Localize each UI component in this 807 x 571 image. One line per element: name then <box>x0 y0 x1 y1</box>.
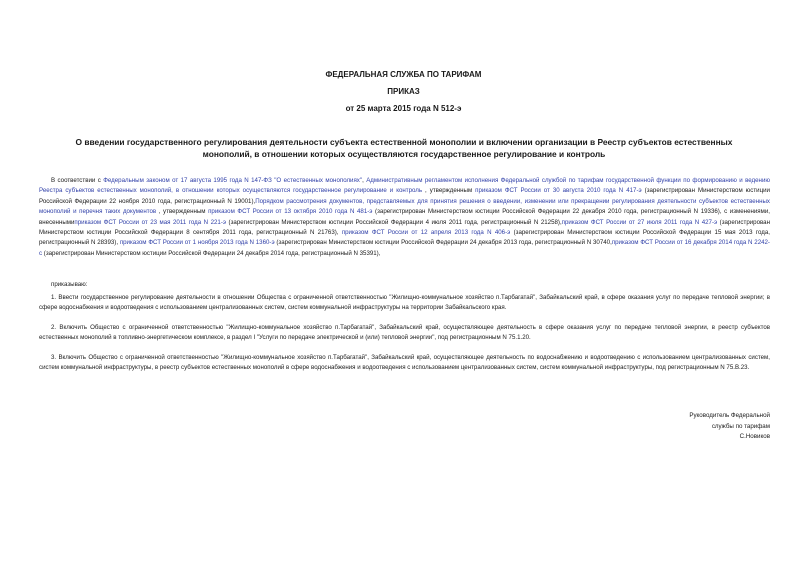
order-item-2: 2. Включить Общество с ограниченной ответственностью "Жилищно-коммунальное хозяйство п.Тарбагатай", Забайкальский край, осуществляющее деятельность в сфере оказания услуг по передаче тепловой энергии, в реестр субъектов естественных монополий в топливно-энергетическом комплексе, в раздел I "Услуги по передаче электрической и (или) тепловой энергии", под регистрационным N 75.1.20. <box>39 324 770 342</box>
order-2242-link[interactable]: приказом ФСТ России от 16 декабря 2014 года N 2242-с <box>39 239 770 257</box>
preamble-text: (зарегистрирован Министерством юстиции Российской Федерации 8 сентября 2011 года, регистрационный N 21763), <box>39 218 770 237</box>
order-481-link[interactable]: приказом ФСТ России от 13 октября 2010 года N 481-э <box>208 208 373 216</box>
admin-regulation-link[interactable]: Административным регламентом исполнения Федеральной службой по тарифам государственной функции по формированию и ведению Реестра субъектов естественных монополий, в отношении которых осуществляются государственное регулирование и контроль <box>39 177 770 195</box>
doc-type-heading: ПРИКАЗ <box>387 87 420 96</box>
signature-block <box>620 411 770 443</box>
preamble-text: (зарегистрирован Министерством юстиции Российской Федерации 22 декабря 2010 года, регистрационный N 19336), с изменениями, внесенными <box>39 208 770 226</box>
agency-heading: ФЕДЕРАЛЬНАЯ СЛУЖБА ПО ТАРИФАМ <box>325 70 482 79</box>
order-417-link[interactable]: приказом ФСТ России от 30 августа 2010 года N 417-э <box>475 187 642 195</box>
preamble-text: (зарегистрирован Министерством юстиции Российской Федерации 24 декабря 2013 года, регистрационный N 30740, <box>274 239 612 247</box>
preamble-text: (зарегистрирован Министерством юстиции Российской Федерации 4 июля 2011 года, регистрационный N 21258), <box>226 218 562 226</box>
preamble-text: , <box>362 177 367 184</box>
order-word: приказываю: <box>51 281 88 288</box>
order-427-link[interactable]: приказом ФСТ России от 27 июля 2011 года N 427-э <box>561 218 718 226</box>
preamble-text: В соответствии с <box>51 177 104 184</box>
signature-agency: службы по тарифам <box>711 422 770 430</box>
order-221-link[interactable]: приказом ФСТ России от 23 мая 2011 года N 221-э <box>74 218 227 226</box>
preamble-paragraph <box>39 176 770 259</box>
document-title: О введении государственного регулирования деятельности субъекта естественной монополии и включении организации в Реестр субъектов естественных монополий, в отношении которых осуществляются государственное регулирование и контроль <box>75 137 733 159</box>
order-item-3: 3. Включить Общество с ограниченной ответственностью "Жилищно-коммунальное хозяйство п.Тарбагатай", Забайкальский край, осуществляющее деятельность по водоснабжению и водоотведению с использованием централизованных систем, систем коммунальной инфраструктуры, в реестр субъектов естественных монополий в сфере водоснабжения и водоотведения с использованием централизованных систем, систем коммунальной инфраструктуры, под регистрационным N 75.В.23. <box>39 354 770 372</box>
federal-law-link[interactable]: Федеральным законом от 17 августа 1995 года N 147-ФЗ "О естественных монополиях" <box>103 177 363 184</box>
preamble-text: (зарегистрирован Министерством юстиции Российской Федерации 24 декабря 2014 года, регистрационный N 35391), <box>42 249 381 257</box>
order-406-link[interactable]: приказом ФСТ России от 12 апреля 2013 года N 406-э <box>341 229 511 237</box>
preamble-text: , утвержденным <box>156 208 209 216</box>
order-1360-link[interactable]: приказом ФСТ России от 1 ноября 2013 года N 1360-э <box>119 239 275 247</box>
procedure-link[interactable]: Порядком рассмотрения документов, представляемых для принятия решения о введении, изменении или прекращении регулирования деятельности субъектов естественных монополий и перечня таких документов <box>39 197 770 216</box>
date-number-heading: от 25 марта 2015 года N 512-э <box>345 104 462 113</box>
signature-name: С.Новиков <box>739 433 770 440</box>
order-item-1: 1. Ввести государственное регулирование деятельности в отношении Общества с ограниченной ответственностью "Жилищно-коммунальное хозяйство п.Тарбагатай", Забайкальский край, в сфере оказания услуг по передаче тепловой энергии; в сфере водоснабжения и водоотведения с использованием централизованных систем, систем коммунальной инфраструктуры на территории Забайкальского края. <box>39 294 770 312</box>
preamble-text: , утвержденным <box>422 187 476 195</box>
signature-position: Руководитель Федеральной <box>689 412 770 419</box>
preamble-text: (зарегистрирован Министерством юстиции Российской Федерации 15 мая 2013 года, регистрационный N 28393), <box>39 229 770 247</box>
preamble-text: (зарегистрирован Министерством юстиции Российской Федерации 22 ноября 2010 года, регистрационный N 19001), <box>39 187 770 205</box>
